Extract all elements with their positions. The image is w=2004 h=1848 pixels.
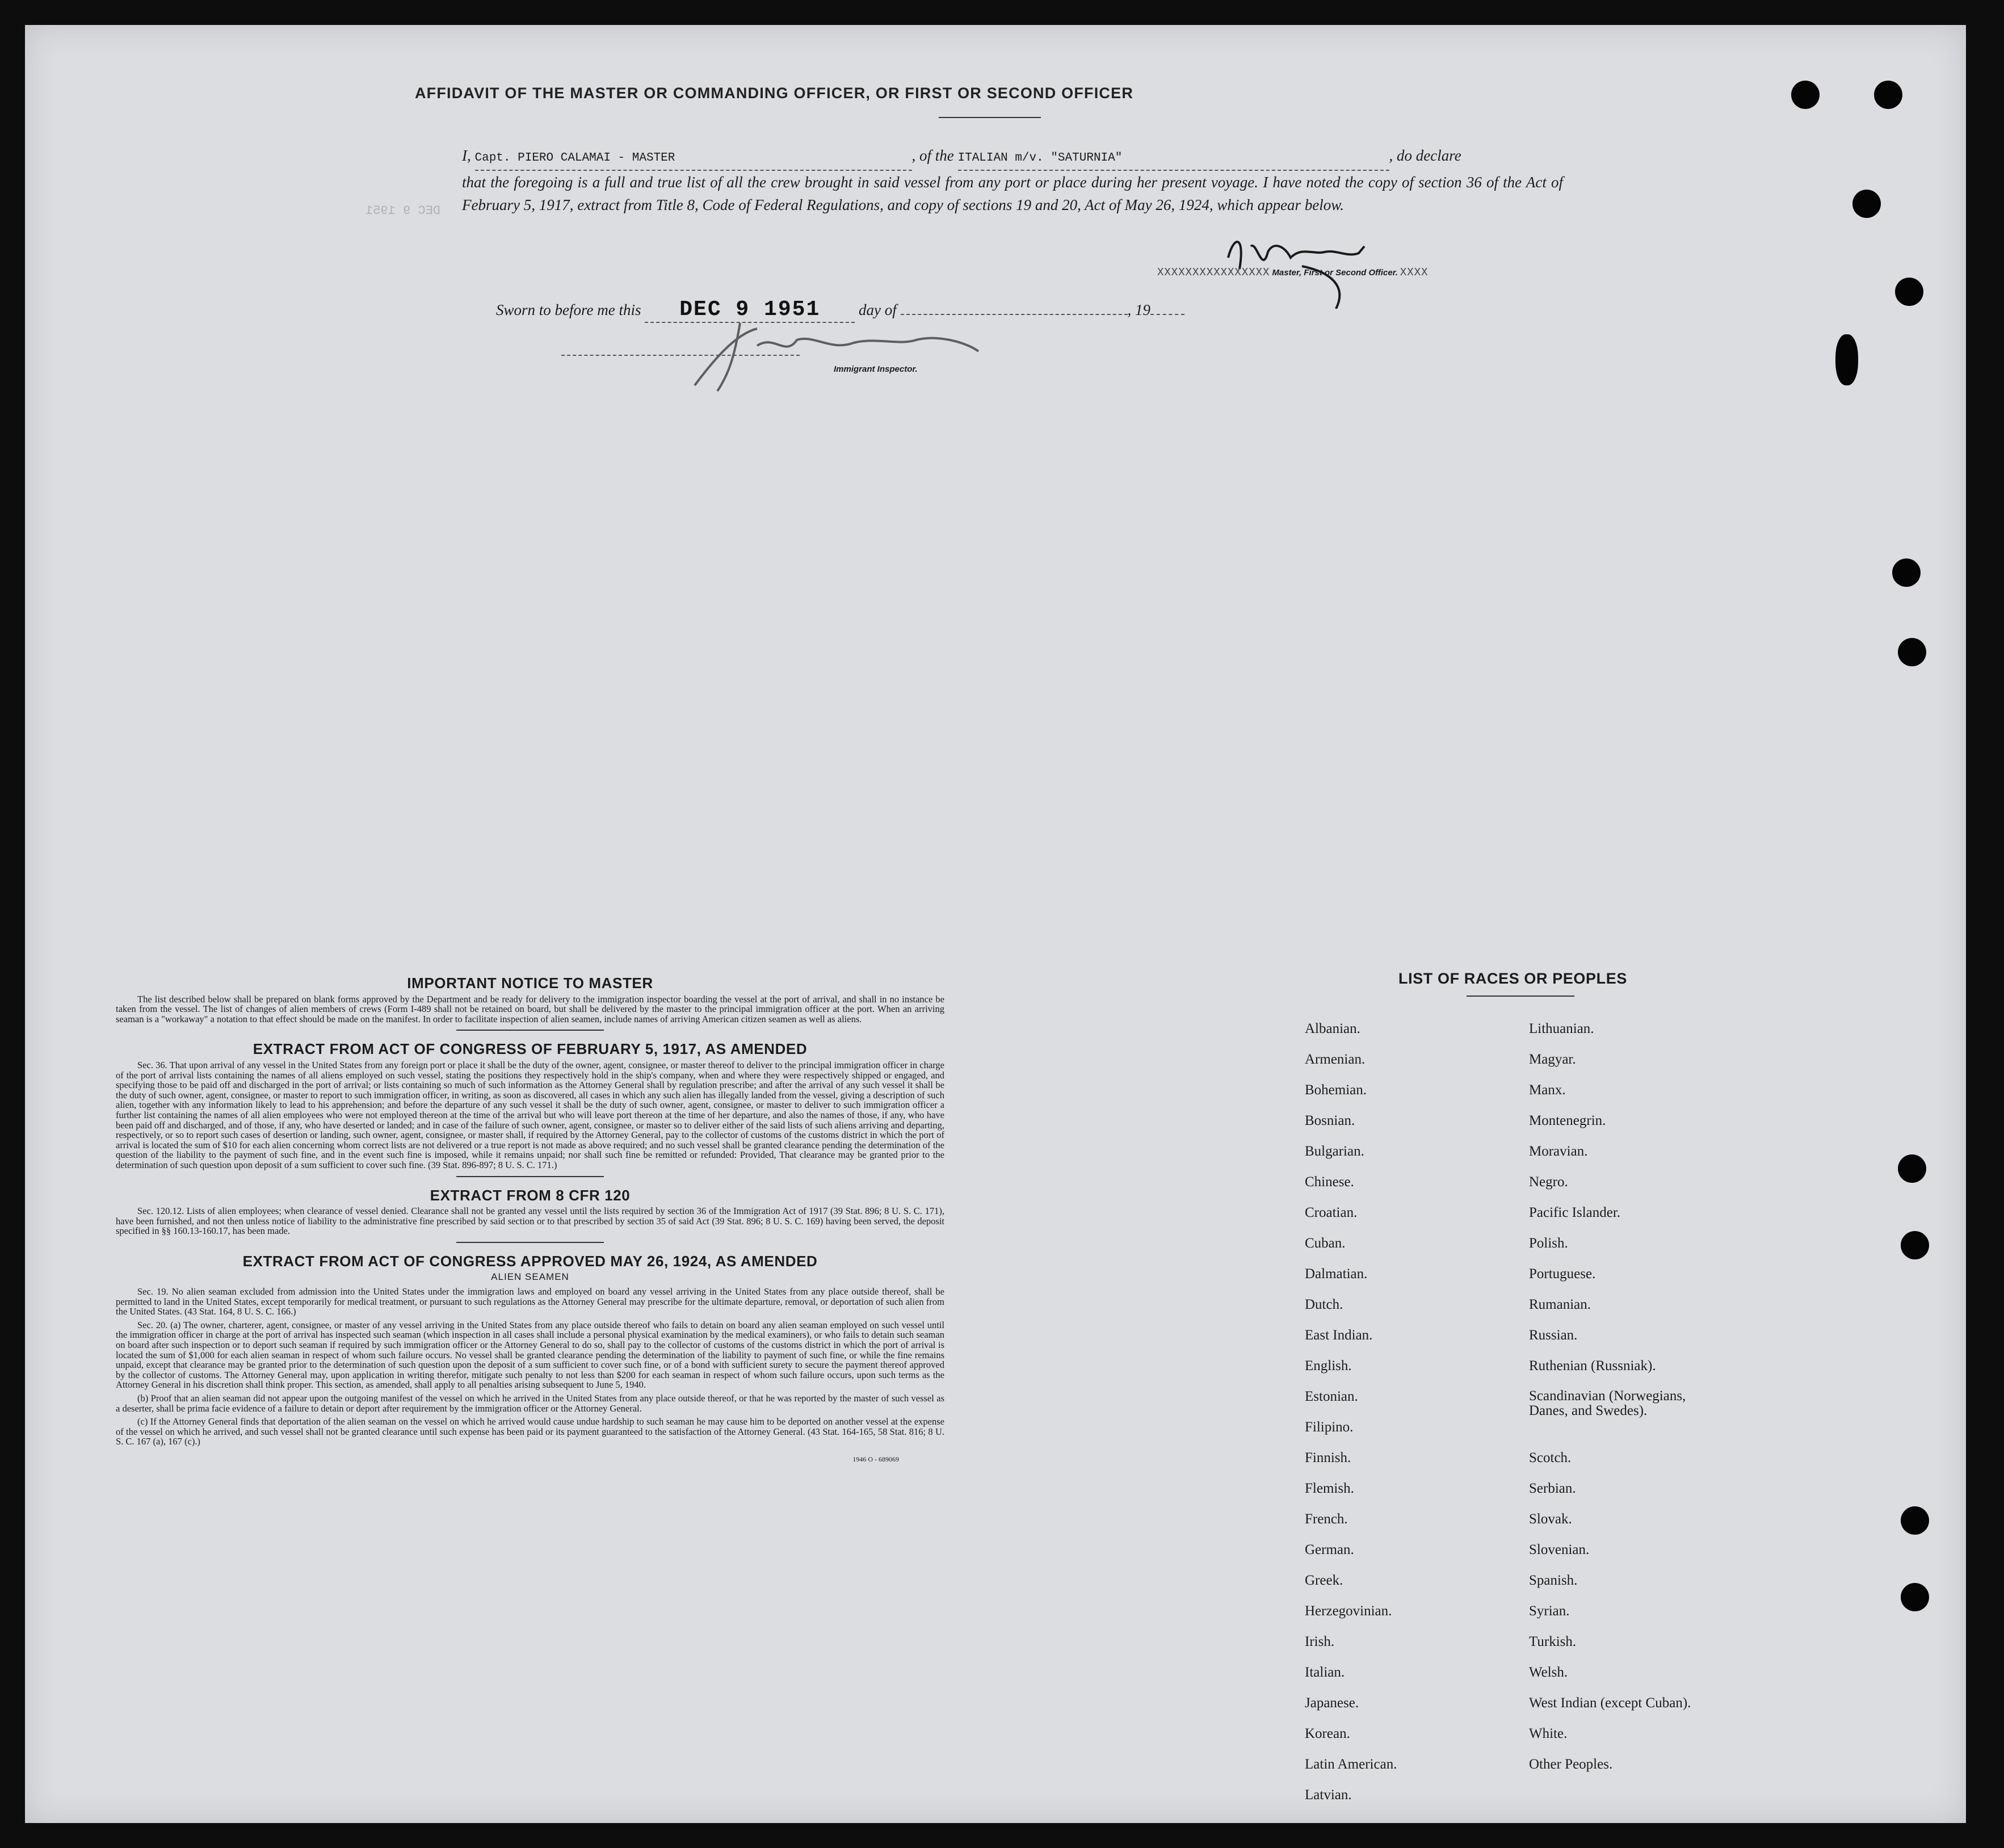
race-item: Herzegovinian. [1305, 1603, 1392, 1619]
race-item: Irish. [1305, 1634, 1335, 1649]
race-item: Montenegrin. [1529, 1113, 1606, 1128]
race-item: Lithuanian. [1529, 1021, 1594, 1036]
binder-hole [1892, 558, 1921, 587]
race-item: Latin American. [1305, 1757, 1397, 1772]
race-item: Korean. [1305, 1726, 1350, 1741]
binder-hole [1835, 334, 1858, 385]
race-item: Serbian. [1529, 1481, 1576, 1496]
race-item: Scandinavian (Norwegians, Danes, and Swedes). [1529, 1388, 1686, 1418]
race-item: Croatian. [1305, 1205, 1358, 1220]
year-field [1150, 314, 1184, 315]
race-item: Cuban. [1305, 1236, 1346, 1251]
race-item: Rumanian. [1529, 1297, 1591, 1312]
day-of-label: day of [859, 301, 897, 318]
race-item: Bosnian. [1305, 1113, 1355, 1128]
race-item: Manx. [1529, 1082, 1566, 1098]
race-item: German. [1305, 1542, 1354, 1557]
race-item: Spanish. [1529, 1573, 1578, 1588]
notice-heading: IMPORTANT NOTICE TO MASTER [407, 975, 653, 992]
binder-hole [1791, 81, 1820, 109]
race-item: Chinese. [1305, 1174, 1354, 1190]
race-item: Polish. [1529, 1236, 1568, 1251]
race-item: Flemish. [1305, 1481, 1354, 1496]
race-item: Estonian. [1305, 1389, 1358, 1404]
race-item: French. [1305, 1511, 1348, 1527]
inspector-signature-line [561, 348, 918, 374]
extract2-text: Sec. 120.12. Lists of alien employees; when clearance of vessel denied. Clearance shall not be granted any vessel until the lists required by section 36 of the Immigration Act of 1917 (39 Stat. 896; 8 U. S. C. 171), have been furnished, and not then unless notice of liability to the administrative fine prescribed by said section or to that prescribed by section 35 of said Act (39 Stat. 896; 8 U. S. C. 169) having been served, the deposit specified in §§ 160.13-160.17, has been made. [116, 1206, 944, 1237]
sworn-date-stamp: DEC 9 1951 [679, 297, 821, 322]
races-title-divider [1467, 996, 1574, 997]
races-right-column [1529, 1021, 1716, 1787]
race-item: Moravian. [1529, 1144, 1588, 1159]
extract3-sec20b: (b) Proof that an alien seaman did not appear upon the outgoing manifest of the vessel on which he arrived in the United States from any place outside thereof, or that he was reported by the master of such vessel as a deserter, shall be prima facie evidence of a failure to detain or deport after requirement by the immigration officer or the Attorney General. [116, 1393, 944, 1414]
extract1-heading: EXTRACT FROM ACT OF CONGRESS OF FEBRUARY 5, 1917, AS AMENDED [253, 1040, 808, 1058]
extract3-sec20a: Sec. 20. (a) The owner, charterer, agent, consignee, or master of any vessel arriving in the United States from any place outside thereof who fails to detain on board any alien seaman employed on such vessel until the immigration officer in charge at the port of arrival has inspected such seaman (which inspection in all cases shall include a personal physical examination by the medical examiners), or who fails to detain such seaman on board after such inspection or to deport such seaman if required by such immigration officer or the Attorney General to do so, shall pay to the collector of customs of the customs district in which the port of arrival is located the sum of $1,000 for each alien seaman in respect of whom such failure occurs. No vessel shall be granted clearance pending the determination of the liability to payment of such fine, or while the fine remains unpaid, except that clearance may be granted prior to the determination of such question upon the deposit of a sum sufficient to cover such fine, or of a bond with sufficient surety to secure the payment thereof approved by the collector of customs. The Attorney General may, upon application in writing therefor, mitigate such penalty to not less than $200 for each seaman in respect of whom such failure occurs, upon such terms as the Attorney General in his discretion shall think proper. This section, as amended, shall apply to all penalties arising subsequent to June 5, 1940. [116, 1319, 944, 1391]
affidavit-i: I, [462, 147, 471, 164]
race-item: English. [1305, 1358, 1352, 1374]
race-item: Portuguese. [1529, 1266, 1596, 1282]
race-item: Slovak. [1529, 1511, 1572, 1527]
section-divider [456, 1176, 604, 1177]
extract1-text: Sec. 36. That upon arrival of any vessel in the United States from any foreign port or place it shall be the duty of the owner, agent, consignee, or master thereof to deliver to the principal immigration officer in charge of the port of arrival lists containing the names of all aliens employed on such vessel, stating the positions they respectively hold in the ship's company, when and where they were respectively shipped or engaged, and specifying those to be paid off and discharged in the port of arrival; or lists containing so much of such information as the Attorney General shall by regulation prescribe; and after the arrival of any such vessel it shall be the duty of such owner, agent, consignee, or master to report to such immigration officer, in writing, as soon as discovered, all cases in which any such alien has illegally landed from the vessel, giving a description of such alien, together with any information likely to lead to his apprehension; and before the departure of any such vessel it shall be the duty of such owner, agent, consignee, or master to deliver to such immigration officer a further list containing the names of all alien employees who were not employed thereon at the time of the arrival but who will leave port thereon at the time of her departure, and also the names of those, if any, who have been paid off and discharged, and of those, if any, who have deserted or landed; and in case of the failure of such owner, agent, consignee, or master so to deliver either of the said lists of such aliens arriving and departing, respectively, or so to report such cases of desertion or landing, such owner, agent, consignee, or master shall, if required by the Attorney General, pay to the collector of customs of the customs district in which the port of arrival is located the sum of $10 for each alien concerning whom correct lists are not delivered or a true report is not made as above required; and no such vessel shall be granted clearance pending the determination of the question of the liability to the payment of such fine, and in the event such fine is imposed, while it remains unpaid; nor shall such fine be remitted or refunded: Provided, That clearance may be granted prior to the determination of such question upon deposit of a sum sufficient to cover such fine. (39 Stat. 896-897; 8 U. S. C. 171.) [116, 1059, 944, 1170]
struck-out-text-tail: XXXX [1400, 266, 1429, 279]
race-item: Ruthenian (Russniak). [1529, 1358, 1656, 1374]
race-item: Syrian. [1529, 1603, 1570, 1619]
of-the-label: , of the [911, 147, 954, 164]
extract3-heading: EXTRACT FROM ACT OF CONGRESS APPROVED MAY 26, 1924, AS AMENDED [242, 1252, 818, 1270]
binder-hole [1901, 1231, 1929, 1259]
race-item: Slovenian. [1529, 1542, 1590, 1557]
race-item: Armenian. [1305, 1052, 1366, 1067]
race-item: Dutch. [1305, 1297, 1343, 1312]
year-prefix: , 19 [1127, 301, 1150, 318]
binder-hole [1898, 638, 1926, 666]
binder-hole [1895, 278, 1923, 306]
section-divider [456, 1242, 604, 1243]
notice-text: The list described below shall be prepared on blank forms approved by the Department and be ready for delivery to the immigration inspector boarding the vessel at the port of arrival, and shall in no instance be taken from the vessel. The list of changes of alien members of crews (Form I-489 shall not be retained on board, but shall be delivered by the master to the principal immigration officer at the port. When an arriving seaman is a "workaway" a notation to that effect should be made on the manifest. In order to facilitate inspection of alien seamen, include names of arriving American citizen seamen as well as aliens. [116, 993, 944, 1024]
race-item: East Indian. [1305, 1328, 1373, 1343]
binder-hole [1901, 1506, 1929, 1535]
races-left-column [1305, 1021, 1397, 1818]
race-item: Finnish. [1305, 1450, 1351, 1465]
race-item: Bulgarian. [1305, 1144, 1364, 1159]
race-item: Albanian. [1305, 1021, 1360, 1036]
race-item: Greek. [1305, 1573, 1343, 1588]
races-title: LIST OF RACES OR PEOPLES [1398, 970, 1627, 987]
title-divider [939, 117, 1041, 118]
race-item: Italian. [1305, 1665, 1345, 1680]
important-notice [116, 975, 944, 1465]
master-caption: Master, First or Second Officer. [1272, 268, 1398, 278]
inspector-caption: Immigrant Inspector. [834, 364, 918, 374]
inspector-field [561, 355, 800, 356]
do-declare-label: , do declare [1389, 147, 1461, 164]
race-item: West Indian (except Cuban). [1529, 1695, 1691, 1711]
master-signature-line [1157, 266, 1429, 279]
race-item: Russian. [1529, 1328, 1578, 1343]
affidavit-body: that the foregoing is a full and true list of all the crew brought in said vessel from any port or place during her present voyage. I have noted the copy of section 36 of the Act of February 5, 1917, extract from Title 8, Code of Federal Regulations, and copy of sections 19 and 20, Act of May 26, 1924, which appear below. [462, 174, 1563, 213]
binder-hole [1901, 1583, 1929, 1611]
affidavit-title: AFFIDAVIT OF THE MASTER OR COMMANDING OFFICER, OR FIRST OR SECOND OFFICER [414, 85, 1134, 102]
extract3-sec19: Sec. 19. No alien seaman excluded from admission into the United States under the immigration laws and employed on board any vessel arriving in the United States from any place outside thereof, shall be permitted to land in the United States, except temporarily for medical treatment, or pursuant to such regulations as the Attorney General may prescribe for the ultimate departure, removal, or deportation of such alien from the United States. (43 Stat. 164, 8 U. S. C. 166.) [116, 1286, 944, 1317]
affidavit-statement [462, 144, 1563, 216]
race-item: Bohemian. [1305, 1082, 1367, 1098]
race-item: Scotch. [1529, 1450, 1572, 1465]
extract3-sec20c: (c) If the Attorney General finds that deportation of the alien seaman on the vessel on which he arrived would cause undue hardship to such seaman he may cause him to be deported on another vessel at the expense of the vessel on which he arrived, and such vessel shall not be granted clearance until such expense has been paid or its payment guaranteed to the satisfaction of the Attorney General. (43 Stat. 164-165, 58 Stat. 816; 8 U. S. C. 167 (a), 167 (c).) [116, 1416, 944, 1447]
vessel-field [958, 144, 1389, 171]
race-item: Other Peoples. [1529, 1757, 1613, 1772]
race-item: Turkish. [1529, 1634, 1577, 1649]
print-reference: 1946 O - 689069 [852, 1455, 899, 1463]
race-item: Magyar. [1529, 1052, 1576, 1067]
extract2-heading: EXTRACT FROM 8 CFR 120 [430, 1186, 631, 1204]
binder-hole [1898, 1154, 1926, 1183]
race-item: White. [1529, 1726, 1568, 1741]
extract3-subheading: ALIEN SEAMEN [491, 1271, 569, 1283]
sworn-prefix: Sworn to before me this [496, 301, 641, 318]
form-sheet [25, 25, 1966, 1823]
vessel-value: ITALIAN m/v. "SATURNIA" [957, 152, 1123, 165]
race-item: Japanese. [1305, 1695, 1359, 1711]
race-item: Welsh. [1529, 1665, 1568, 1680]
race-item: Negro. [1529, 1174, 1568, 1190]
race-item: Filipino. [1305, 1419, 1354, 1435]
race-item: Latvian. [1305, 1787, 1352, 1803]
faint-date-stamp: DEC 9 1951 [365, 204, 441, 218]
master-name-field [475, 144, 912, 171]
binder-hole [1852, 190, 1881, 218]
section-divider [456, 1030, 604, 1031]
struck-out-text: XXXXXXXXXXXXXXXX [1157, 266, 1270, 279]
master-name-value: Capt. PIERO CALAMAI - MASTER [474, 152, 675, 165]
binder-hole [1874, 81, 1902, 109]
race-item: Pacific Islander. [1529, 1205, 1621, 1220]
affidavit-first-line [462, 144, 1563, 171]
race-item: Dalmatian. [1305, 1266, 1368, 1282]
